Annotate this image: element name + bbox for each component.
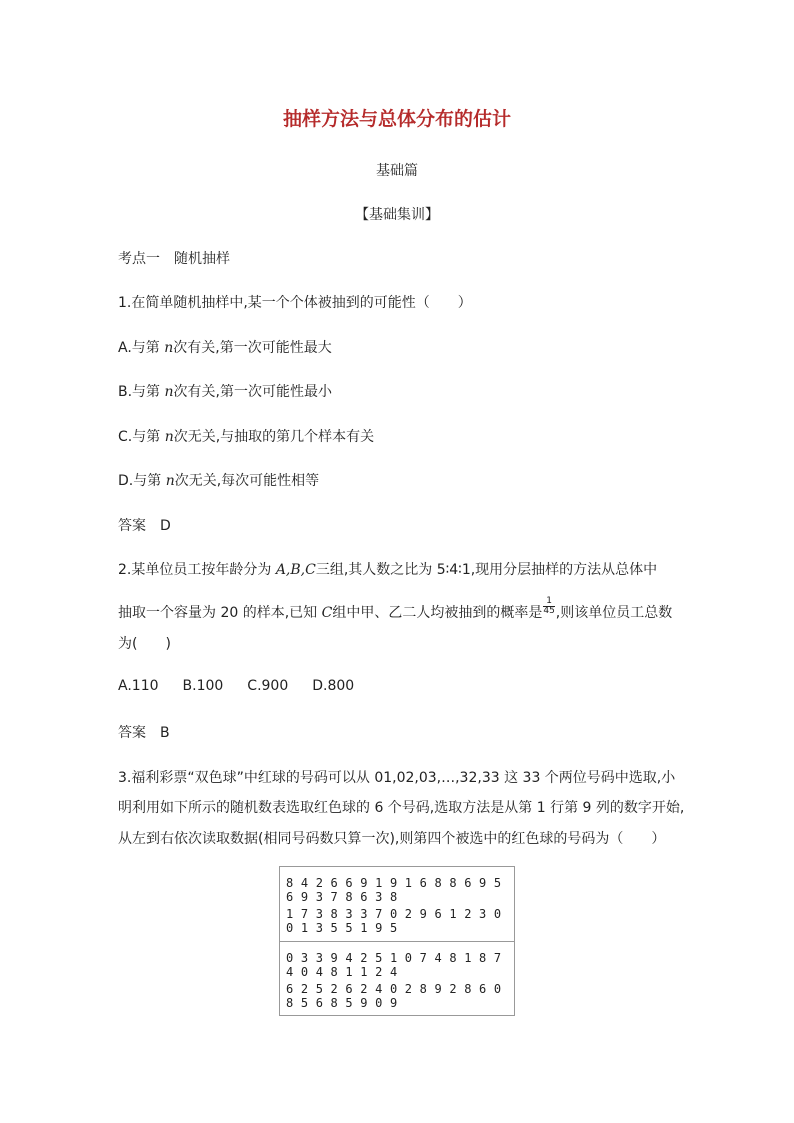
question-3-line-2: 明利用如下所示的随机数表选取红色球的 6 个号码,选取方法是从第 1 行第 9 列的数字开始, bbox=[118, 800, 685, 816]
random-number-row-1: 8 4 2 6 6 9 1 9 1 6 8 8 6 9 5 6 9 3 7 8 6 3 8 bbox=[286, 876, 502, 904]
question-1-stem: 1.在简单随机抽样中,某一个个体被抽到的可能性（ ） bbox=[118, 295, 472, 311]
random-number-table bbox=[279, 866, 515, 1016]
level-heading: 基础篇 bbox=[376, 163, 418, 179]
question-1-option-b: B.与第 n次有关,第一次可能性最小 bbox=[118, 384, 332, 400]
random-number-row-3: 0 3 3 9 4 2 5 1 0 7 4 8 1 8 7 4 0 4 8 1 1 2 4 bbox=[286, 951, 502, 979]
question-1-option-a: A.与第 n次有关,第一次可能性最大 bbox=[118, 340, 332, 356]
topic-heading: 考点一 随机抽样 bbox=[118, 251, 230, 267]
question-1-option-c: C.与第 n次无关,与抽取的第几个样本有关 bbox=[118, 429, 375, 445]
question-3-line-1: 3.福利彩票“双色球”中红球的号码可以从 01,02,03,…,32,33 这 33 个两位号码中选取,小 bbox=[118, 770, 676, 786]
question-2-line-1: 2.某单位员工按年龄分为 A,B,C三组,其人数之比为 5∶4∶1,现用分层抽样的方法从总体中 bbox=[118, 562, 658, 578]
document-title: 抽样方法与总体分布的估计 bbox=[282, 108, 511, 130]
random-number-row-4: 6 2 5 2 6 2 4 0 2 8 9 2 8 6 0 8 5 6 8 5 9 0 9 bbox=[286, 982, 502, 1010]
question-1-answer: 答案 D bbox=[118, 518, 171, 534]
question-2-line-2: 抽取一个容量为 20 的样本,已知 C组中甲、乙二人均被抽到的概率是 $\frac{1}{45}$ ,则该单位员工总数 bbox=[118, 596, 673, 621]
random-number-row-2: 1 7 3 8 3 3 7 0 2 9 6 1 2 3 0 0 1 3 5 5 1 9 5 bbox=[286, 907, 502, 935]
probability-fraction: $\frac{1}{45}$ bbox=[543, 596, 555, 616]
question-1-option-d: D.与第 n次无关,每次可能性相等 bbox=[118, 473, 320, 489]
section-heading: 【基础集训】 bbox=[355, 207, 439, 223]
table-divider bbox=[280, 941, 514, 942]
question-2-options: A.110 B.100 C.900 D.800 bbox=[118, 678, 355, 694]
question-2-line-3: 为( ) bbox=[118, 636, 171, 652]
question-3-line-3: 从左到右依次读取数据(相同号码数只算一次),则第四个被选中的红色球的号码为（ ） bbox=[118, 831, 666, 847]
question-2-answer: 答案 B bbox=[118, 725, 170, 741]
